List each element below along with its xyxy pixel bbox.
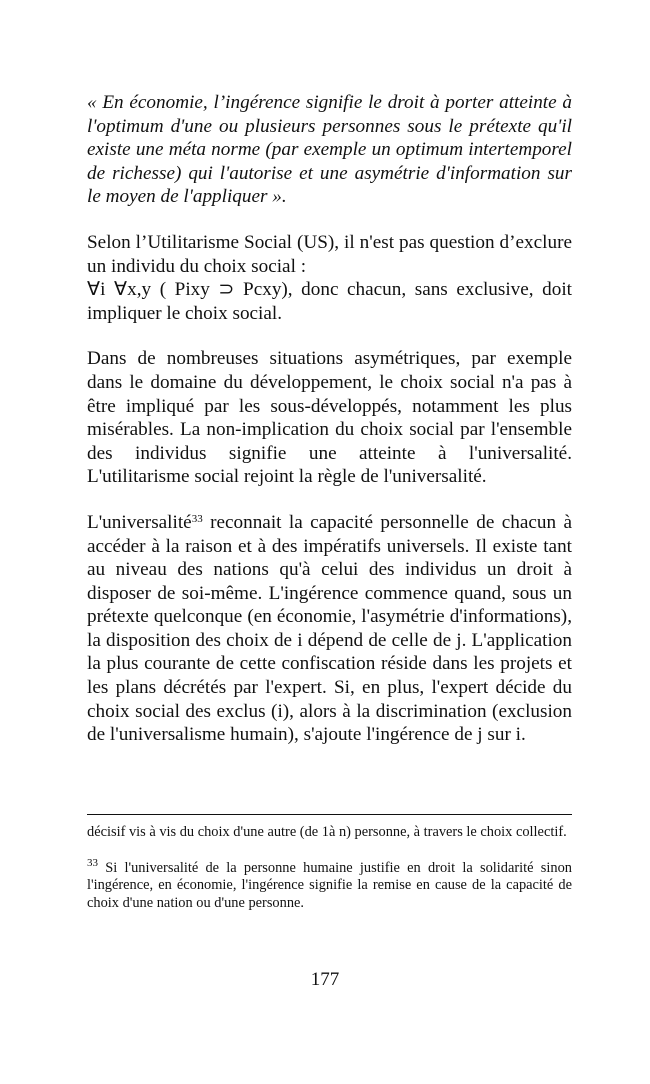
footnotes	[87, 824, 572, 912]
formula-paragraph: ∀i ∀x,y ( Pixy ⊃ Pcxy), donc chacun, sans exclusive, doit impliquer le choix social.	[87, 279, 572, 324]
quote-paragraph: « En économie, l’ingérence signifie le droit à porter atteinte à l'optimum d'une ou plusieurs personnes sous le prétexte qu'il existe une méta norme (par exemple un optimum intertemporel de richesse) qui l'autorise et une asymétrie d'information sur le moyen de l'appliquer ».	[87, 92, 572, 208]
footnote-continued: décisif vis à vis du choix d'une autre (de 1à n) personne, à travers le choix collectif.	[87, 824, 567, 840]
page-body	[87, 91, 572, 747]
paragraph-asymetriques: Dans de nombreuses situations asymétriques, par exemple dans le domaine du développement, le choix social n'a pas à être impliqué par les sous-développés, notamment les plus misérables. La non-implication du choix social par l'ensemble des individus signifie une atteinte à l'universalité. L'utilitarisme social rejoint la règle de l'universalité.	[87, 348, 572, 488]
paragraph-universalite	[87, 511, 572, 747]
footnote-33	[87, 856, 572, 913]
paragraph-utilitarisme: Selon l’Utilitarisme Social (US), il n'est pas question d’exclure un individu du choix social :	[87, 231, 572, 277]
footnote-ref-33[interactable]: 33	[191, 512, 203, 525]
paragraph-universalite-start: L'universalité	[87, 511, 192, 533]
footnote-33-number: 33	[87, 856, 98, 869]
footnote-33-text: Si l'universalité de la personne humaine justifie en droit la solidarité sinon l'ingérence, en économie, l'ingérence signifie la remise en cause de la capacité de choix d'une nation ou d'une personne.	[87, 859, 572, 911]
footnote-divider	[87, 814, 572, 815]
paragraph-universalite-rest: reconnait la capacité personnelle de chacun à accéder à la raison et à des impératifs universels. Il existe tant au niveau des nations qu'à celui des individus un droit à disposer de soi-même. L'ingérence commence quand, sous un prétexte quelconque (en économie, l'asymétrie d'informations), la disposition des choix de i dépend de celle de j. L'application la plus courante de cette confiscation réside dans les projets et les plans décrétés par l'expert. Si, en plus, l'expert décide du choix social des exclus (i), alors à la discrimination (exclusion de l'universalisme humain), s'ajoute l'ingérence de j sur i.	[87, 511, 572, 746]
page-number: 177	[310, 969, 340, 990]
